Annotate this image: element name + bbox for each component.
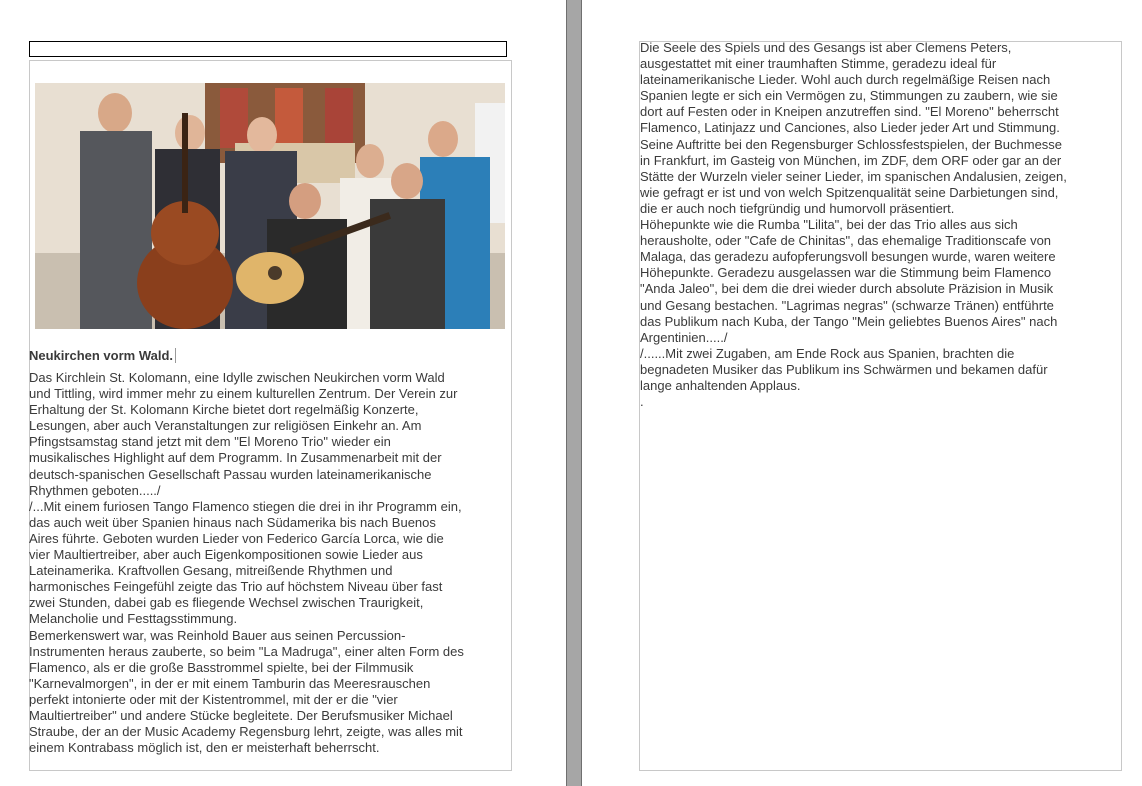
group-photo [35, 83, 505, 329]
text-cursor [175, 348, 176, 363]
group-photo-image [35, 83, 505, 329]
page-gutter [566, 0, 582, 786]
article-headline [29, 347, 507, 365]
header-text-box[interactable] [29, 41, 507, 57]
headline-text: Neukirchen vorm Wald. [29, 348, 173, 363]
article-body-right[interactable]: Die Seele des Spiels und des Gesangs ist aber Clemens Peters, ausgestattet mit einer traumhaften Stimme, geradezu ideal für lateinamerikanische Lieder. Wohl auch durch regelmäßige Reisen nach Spanien legte er sich ein Vermögen zu, Stimmungen zu zaubern, wie sie dort auf Festen oder in Kneipen anzutreffen sind. "El Moreno" beherrscht Flamenco, Latinjazz und Canciones, also Lieder jeder Art und Stimmung. Seine Auftritte bei den Regensburger Schlossfestspielen, der Buchmesse in Frankfurt, im Gasteig von München, im ZDF, dem ORF oder gar an der Stätte der Wurzeln vieler seiner Lieder, im spanischen Andalusien, zeigen, wie gefragt er ist und von welch Spitzenqualität seine Darbietungen sind, die er auch noch tiefgründig und humorvoll präsentiert. Höhepunkte wie die Rumba "Lilita", bei der das Trio alles aus sich herausholte, oder "Cafe de Chinitas", das ehemalige Traditionscafe von Malaga, das geradezu aufopferungsvoll besungen wurde, waren weitere Höhepunkte. Geradezu ausgelassen war die Stimmung beim Flamenco "Anda Jaleo", bei dem die drei wieder durch absolute Präzision in Musik und Gesang bestachen. "Lagrimas negras" (schwarze Tränen) entführte das Publikum nach Kuba, der Tango "Mein geliebtes Buenos Aires" nach Argentinien...../ /......Mit zwei Zugaben, am Ende Rock aus Spanien, brachten die begnadeten Musiker das Publikum ins Schwärmen und bekamen dafür lange anhaltenden Applaus. . [640, 40, 1067, 410]
article-body-left[interactable]: Das Kirchlein St. Kolomann, eine Idylle zwischen Neukirchen vorm Wald und Tittling, wird immer mehr zu einem kulturellen Zentrum. Der Verein zur Erhaltung der St. Kolomann Kirche bietet dort regelmäßig Konzerte, Lesungen, aber auch Veranstaltungen zur religiösen Einkehr an. Am Pfingstsamstag stand jetzt mit dem "El Moreno Trio" wieder ein musikalisches Highlight auf dem Programm. In Zusammenarbeit mit der deutsch-spanischen Gesellschaft Passau wurden lateinamerikanische Rhythmen geboten...../ /...Mit einem furiosen Tango Flamenco stiegen die drei in ihr Programm ein, das auch weit über Spanien hinaus nach Südamerika bis nach Buenos Aires führte. Geboten wurden Lieder von Federico García Lorca, wie die vier Maultiertreiber, aber auch Eigenkompositionen sowie Lieder aus Lateinamerika. Kraftvollen Gesang, mitreißende Rhythmen und harmonisches Feingefühl zeigte das Trio auf höchstem Niveau über fast zwei Stunden, dabei gab es fliegende Wechsel zwischen Traurigkeit, Melancholie und Festtagsstimmung. Bemerkenswert war, was Reinhold Bauer aus seinen Percussion- Instrumenten heraus zauberte, so beim "La Madruga", einer alten Form des Flamenco, als er die große Basstrommel spielte, bei der Filmmusik "Karnevalmorgen", in der er mit einem Tamburin das Meeresrauschen perfekt intonierte oder mit der Kistentrommel, mit der er die "vier Maultiertreiber" und andere Stücke begleitete. Der Berufsmusiker Michael Straube, der an der Music Academy Regensburg lehrt, zeigte, was alles mit einem Kontrabass möglich ist, den er meisterhaft beherrscht. [29, 370, 464, 756]
left-page [0, 0, 566, 786]
